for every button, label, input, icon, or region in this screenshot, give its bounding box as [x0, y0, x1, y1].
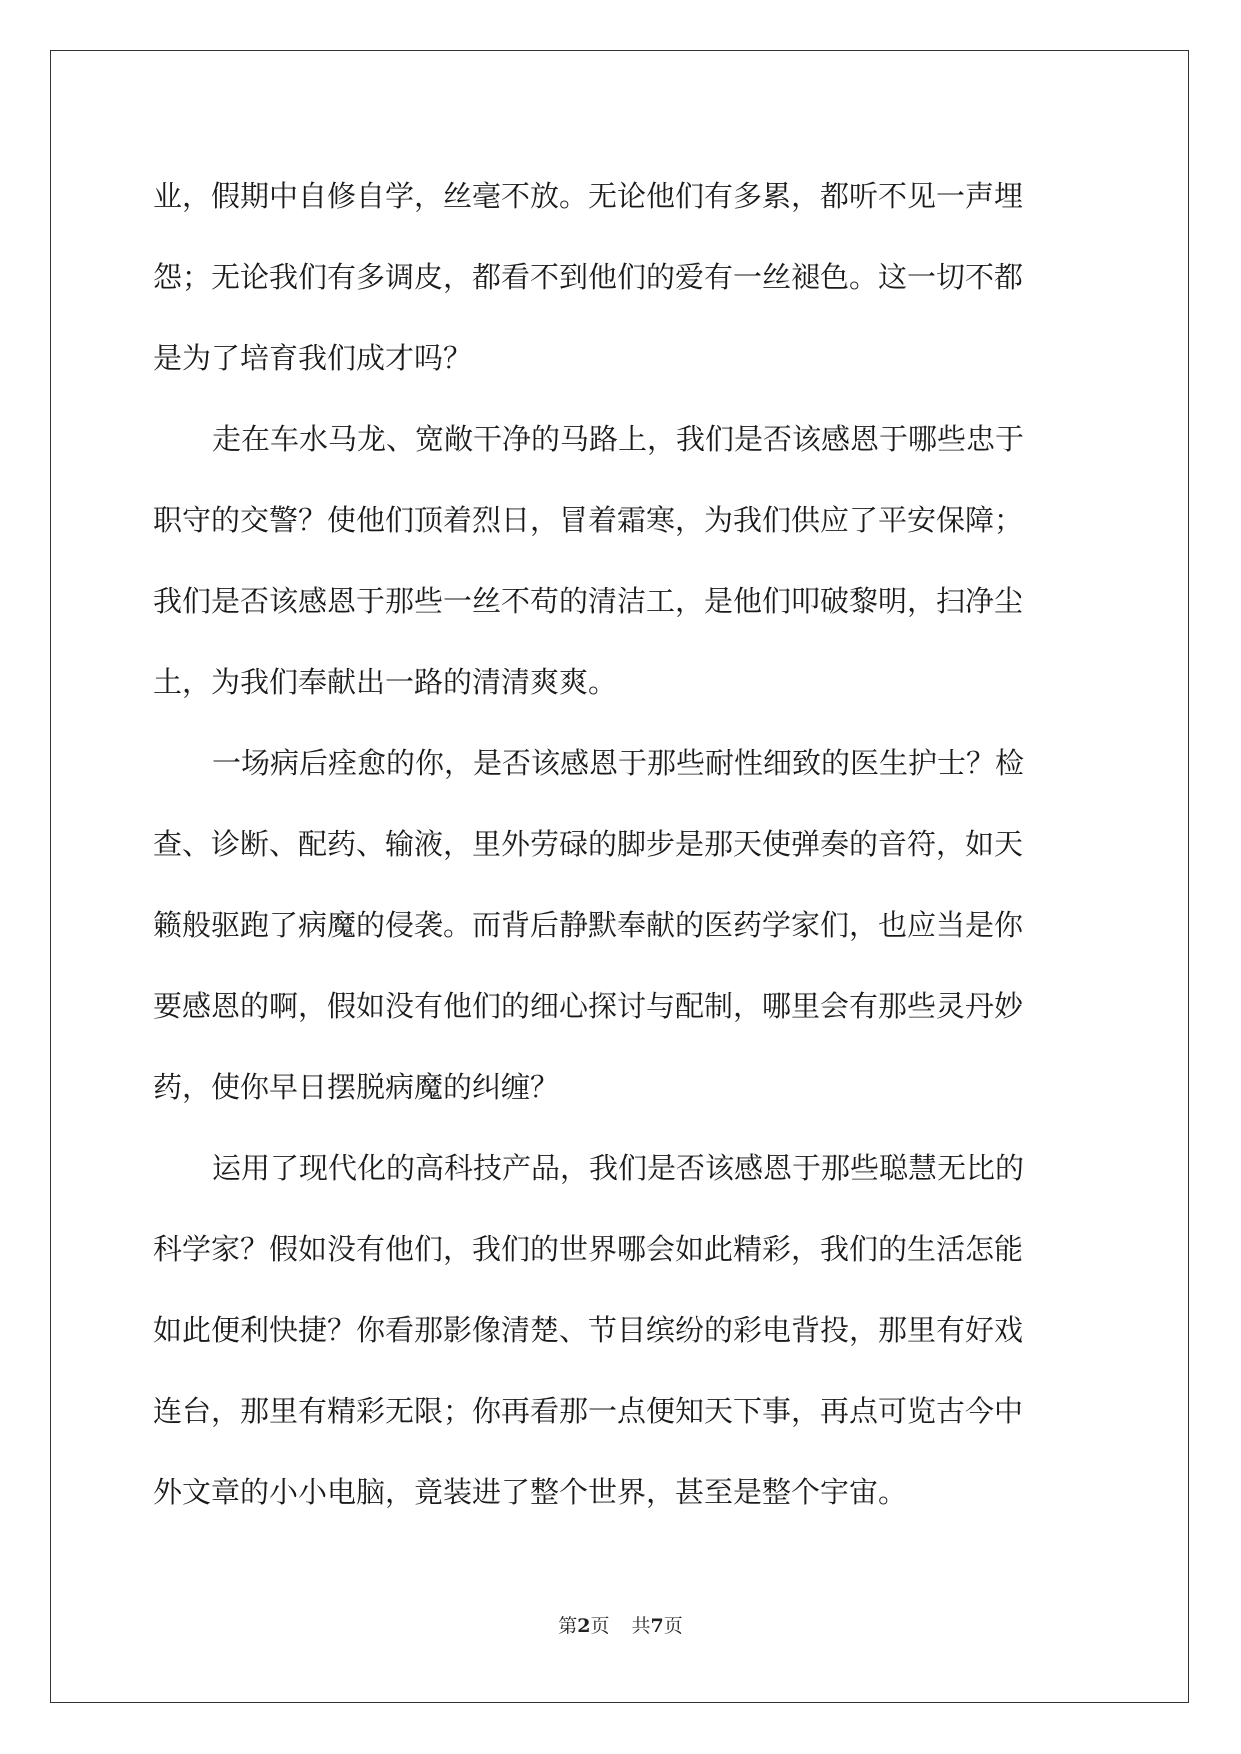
text-line: 是为了培育我们成才吗？ — [153, 341, 473, 375]
text-line: 药，使你早日摆脱病魔的纠缠？ — [153, 1070, 560, 1104]
text-line: 科学家？假如没有他们，我们的世界哪会如此精彩，我们的生活怎能 — [153, 1232, 1024, 1266]
total-prefix: 共 — [631, 1615, 651, 1637]
page-footer — [0, 1614, 1241, 1638]
text-line: 走在车水马龙、宽敞干净的马路上，我们是否该感恩于哪些忠于 — [212, 422, 1025, 456]
text-line: 运用了现代化的高科技产品，我们是否该感恩于那些聪慧无比的 — [212, 1151, 1025, 1185]
text-line: 如此便利快捷？你看那影像清楚、节目缤纷的彩电背投，那里有好戏 — [153, 1313, 1024, 1347]
text-line: 要感恩的啊，假如没有他们的细心探讨与配制，哪里会有那些灵丹妙 — [153, 989, 1024, 1023]
text-line: 业，假期中自修自学，丝毫不放。无论他们有多累，都听不见一声埋 — [153, 179, 1024, 213]
text-line: 我们是否该感恩于那些一丝不苟的清洁工，是他们叩破黎明，扫净尘 — [153, 584, 1024, 618]
page-number: 2 — [577, 1615, 591, 1637]
text-line: 土，为我们奉献出一路的清清爽爽。 — [153, 665, 618, 699]
text-line: 查、诊断、配药、输液，里外劳碌的脚步是那天使弹奏的音符，如天 — [153, 827, 1024, 861]
text-line: 籁般驱跑了病魔的侵袭。而背后静默奉献的医药学家们，也应当是你 — [153, 908, 1024, 942]
page-suffix: 页 — [590, 1615, 610, 1637]
total-suffix: 页 — [663, 1615, 683, 1637]
total-pages: 7 — [650, 1615, 664, 1637]
text-line: 外文章的小小电脑，竟装进了整个世界，甚至是整个宇宙。 — [153, 1475, 908, 1509]
text-line: 一场病后痊愈的你，是否该感恩于那些耐性细致的医生护士？检 — [212, 746, 1025, 780]
text-line: 职守的交警？使他们顶着烈日，冒着霜寒，为我们供应了平安保障； — [153, 503, 1024, 537]
text-line: 连台，那里有精彩无限；你再看那一点便知天下事，再点可览古今中 — [153, 1394, 1024, 1428]
body-text — [153, 156, 1089, 1533]
text-line: 怨；无论我们有多调皮，都看不到他们的爱有一丝褪色。这一切不都 — [153, 260, 1024, 294]
page-prefix: 第 — [558, 1615, 578, 1637]
